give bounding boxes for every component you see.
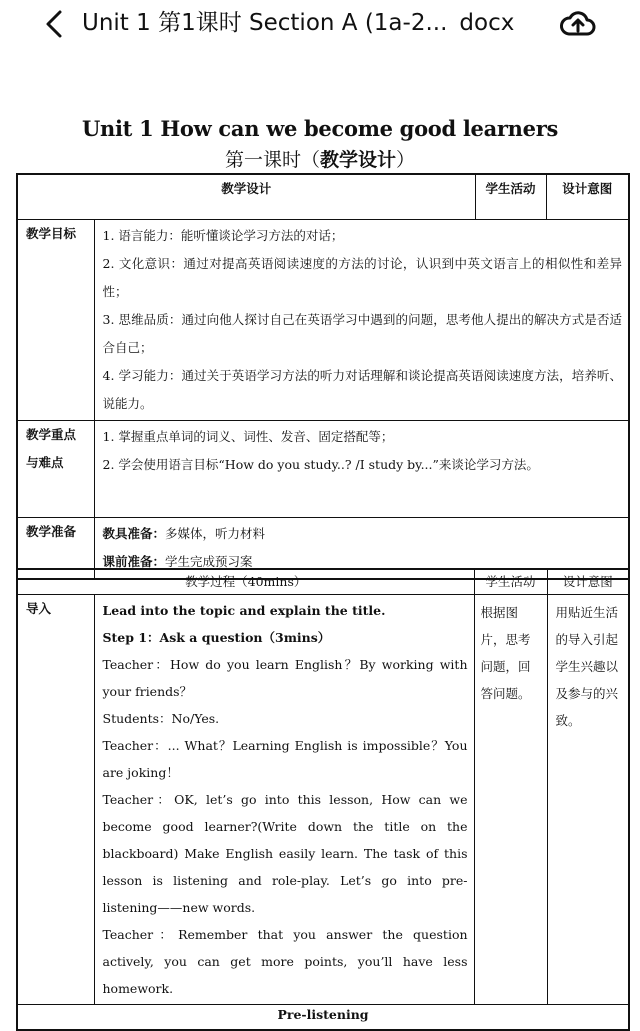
paragraph: Teacher：Remember that you answer the question actively, you can get more points, you’ll have less homework. — [102, 927, 468, 996]
paragraph: Lead into the topic and explain the title. — [102, 603, 386, 618]
list-item: 2. 文化意识：通过对提高英语阅读速度的方法的讨论，认识到中英文语言上的相似性和差异性； — [102, 256, 623, 299]
table-header-row — [17, 569, 629, 595]
item-value: 学生完成预习案 — [165, 554, 253, 569]
cloud-upload-button[interactable] — [557, 4, 597, 44]
header-cell-activity: 学生活动 — [475, 174, 546, 220]
paragraph: Students：No/Yes. — [102, 711, 220, 726]
file-extension: docx — [459, 10, 515, 36]
row-label: 教学准备 — [17, 518, 94, 580]
row-label-line: 教学重点 — [26, 427, 77, 442]
item-key: 教具准备： — [102, 526, 166, 541]
row-label: 导入 — [17, 595, 94, 1005]
teaching-process-table — [16, 568, 630, 1031]
table-row-intro — [17, 595, 629, 1005]
list-item: 2. 学会使用语言目标“How do you study..? /I study by...”来谈论学习方法。 — [102, 457, 539, 472]
paragraph: Teacher：OK, let’s go into this lesson, How can we become good learner?(Write down the title on the blackboard) Make English easily learn. The task of this lesson is listening and role-play. Let’s go into pre-listening——new words. — [102, 792, 468, 915]
key-points-cell — [94, 421, 629, 518]
header-cell-activity: 学生活动 — [474, 569, 547, 595]
list-item: 1. 掌握重点单词的词义、词性、发音、固定搭配等； — [102, 429, 394, 444]
table-header-row — [17, 174, 629, 220]
list-item — [103, 520, 623, 548]
table-row-objectives — [17, 220, 629, 421]
header-cell-intent: 设计意图 — [546, 174, 629, 220]
document-subtitle — [0, 145, 640, 172]
table-row-next-section — [17, 1005, 629, 1031]
file-name: Unit 1 第1课时 Section A (1a-2... — [82, 10, 448, 36]
list-item: 3. 思维品质：通过向他人探讨自己在英语学习中遇到的问题，思考他人提出的解决方式是否适合自己； — [102, 312, 623, 355]
back-button[interactable] — [40, 8, 72, 40]
subtitle-bold: 教学设计 — [319, 149, 396, 171]
item-value: 多媒体，听力材料 — [165, 526, 266, 541]
chevron-left-icon — [40, 8, 72, 40]
paragraph: Step 1：Ask a question（3mins） — [102, 630, 331, 645]
paragraph: Teacher：How do you learn English？By working with your friends？ — [102, 657, 468, 699]
file-title — [82, 6, 514, 40]
header-cell-design: 教学设计 — [17, 174, 475, 220]
list-item: 1. 语言能力：能听懂谈论学习方法的对话； — [102, 228, 344, 243]
document-title: Unit 1 How can we become good learners — [82, 116, 558, 141]
subtitle-end: ） — [396, 149, 416, 171]
objectives-cell — [94, 220, 629, 421]
list-item: 4. 学习能力：通过关于英语学习方法的听力对话理解和谈论提高英语阅读速度方法，培养听、说能力。 — [102, 368, 623, 411]
table-row-key-points — [17, 421, 629, 518]
item-key: 课前准备： — [102, 554, 166, 569]
design-intent-cell: 用贴近生活的导入引起学生兴趣以及参与的兴致。 — [547, 595, 629, 1005]
top-bar — [0, 0, 640, 48]
teaching-design-table — [16, 173, 630, 580]
header-cell-process: 教学过程（40mins） — [17, 569, 474, 595]
paragraph: Teacher：... What？Learning English is impossible？You are joking！ — [102, 738, 468, 780]
intro-content-cell — [94, 595, 474, 1005]
row-label-line: 与难点 — [26, 455, 64, 470]
header-cell-intent: 设计意图 — [547, 569, 629, 595]
student-activity-cell: 根据图片，思考问题，回答问题。 — [474, 595, 547, 1005]
cloud-upload-icon — [557, 4, 597, 44]
row-label: 教学目标 — [17, 220, 94, 421]
row-label — [17, 421, 94, 518]
section-title: Pre-listening — [17, 1005, 629, 1031]
subtitle-part: 第一课时（ — [224, 149, 320, 171]
